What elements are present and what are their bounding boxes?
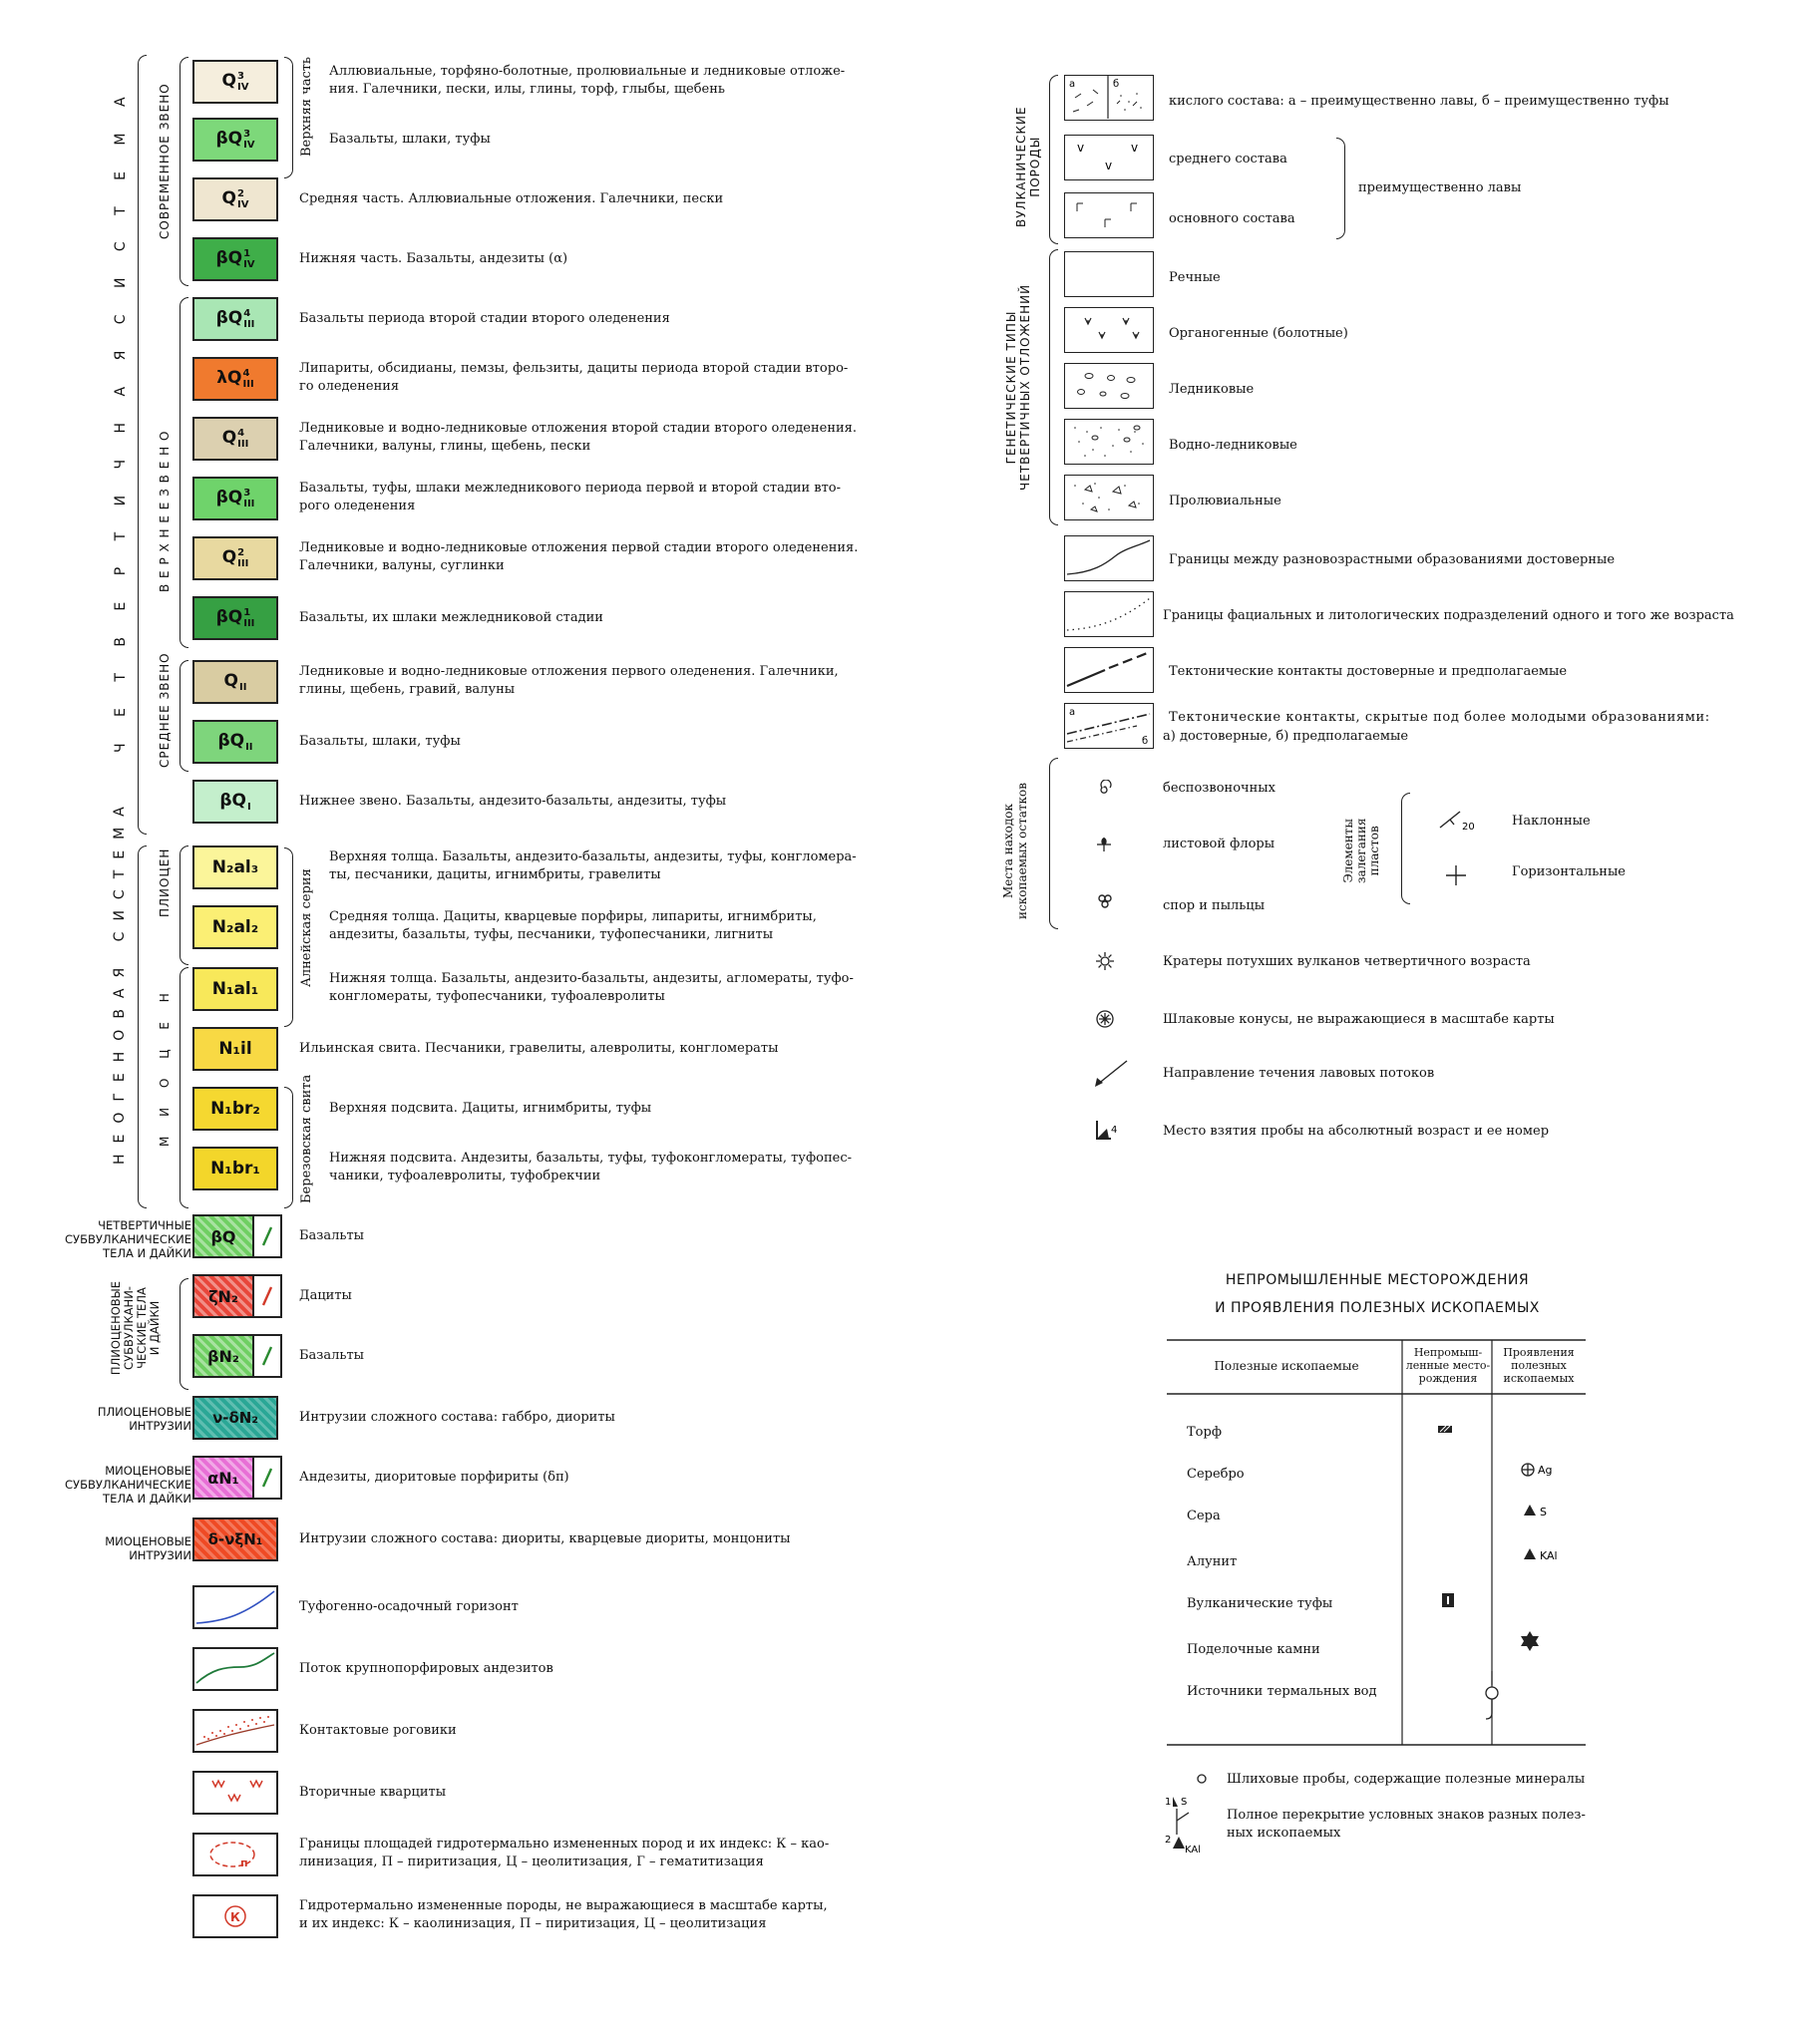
- note-index-1: 1: [1165, 1797, 1172, 1808]
- crater-text: Кратеры потухших вулканов четвертичного возраста: [1163, 954, 1531, 969]
- unit-superscript: 2: [236, 188, 244, 199]
- alney-brace: [284, 847, 293, 1027]
- inclined-bedding-icon: [1436, 808, 1476, 836]
- unit-superscript: [247, 791, 251, 802]
- hidden-contact-a-letter: а: [1069, 707, 1076, 718]
- tuff-horizon-symbol: [192, 1585, 278, 1629]
- unit-symbol-label: [210, 1099, 260, 1119]
- unit-description-line: Базальты, шлаки, туфы: [329, 132, 491, 147]
- unit-symbol-label: [222, 428, 249, 450]
- mineral-name: Сера: [1187, 1509, 1221, 1523]
- intrusive-symbol-box: [192, 1334, 282, 1378]
- intrusive-symbol-box: [192, 1396, 278, 1440]
- intrusive-symbol-label: βQ: [194, 1216, 254, 1256]
- unit-description-line: Базальты, туфы, шлаки межледникового периода первой и второй стадии вто-: [299, 481, 842, 496]
- dike-mark: [254, 1458, 280, 1498]
- unit-symbol-box: [192, 1087, 278, 1131]
- miocene-intrusions-group: МИОЦЕНОВЫЕ ИНТРУЗИИ: [105, 1534, 191, 1562]
- unit-description-line: Галечники, валуны, глины, щебень, пески: [299, 439, 591, 454]
- special-description-line: Вторичные кварциты: [299, 1785, 447, 1800]
- leaf-flora-text: листовой флоры: [1163, 837, 1275, 851]
- unit-symbol-text: N₁br₁: [210, 1159, 260, 1179]
- miocene-label: М И О Ц Е Н: [158, 985, 172, 1147]
- horizontal-bedding-icon: [1444, 863, 1468, 891]
- mineral-name: Источники термальных вод: [1187, 1684, 1377, 1699]
- sulfur-symbol-label: S: [1540, 1506, 1547, 1519]
- unit-description-line: Аллювиальные, торфяно-болотные, пролювиальные и ледниковые отложе-: [329, 64, 846, 79]
- unit-description-line: ты, песчаники, дациты, игнимбриты, гравелиты: [329, 867, 661, 882]
- unit-symbol-text: βQ: [215, 129, 243, 149]
- special-description-line: Гидротермально измененные породы, не выражающиеся в масштабе карты,: [299, 1898, 828, 1913]
- unit-description-line: Базальты периода второй стадии второго оледенения: [299, 311, 670, 326]
- minerals-title: НЕПРОМЫШЛЕННЫЕ МЕСТОРОЖДЕНИЯ И ПРОЯВЛЕНИЯ ПОЛЕЗНЫХ ИСКОПАЕМЫХ: [1215, 1272, 1540, 1316]
- note-index-2: 2: [1165, 1835, 1172, 1846]
- unit-description-line: Средняя часть. Аллювиальные отложения. Галечники, пески: [299, 191, 724, 206]
- intrusive-description: Интрузии сложного состава: диориты, кварцевые диориты, монцониты: [299, 1531, 791, 1546]
- dike-mark: [254, 1276, 280, 1316]
- minerals-col-header-1: Полезные ископаемые: [1214, 1359, 1359, 1373]
- horizontal-bedding-text: Горизонтальные: [1512, 864, 1626, 879]
- facies-boundary-text: Границы фациальных и литологических подразделений одного и того же возраста: [1163, 608, 1734, 623]
- hidden-contact-text-2: а) достоверные, б) предполагаемые: [1163, 729, 1409, 744]
- unit-subscript: III: [243, 499, 255, 509]
- unit-description: [299, 733, 461, 751]
- unit-symbol-text: N₂al₂: [211, 917, 259, 937]
- unit-subscript: III: [237, 439, 249, 450]
- mineral-name: Вулканические туфы: [1187, 1596, 1333, 1611]
- mineral-name: Торф: [1187, 1425, 1222, 1440]
- unit-symbol-box: [192, 905, 278, 949]
- unit-symbol-text: Q: [221, 188, 236, 208]
- mineral-name: Серебро: [1187, 1467, 1245, 1482]
- special-description-line: Поток крупнопорфировых андезитов: [299, 1661, 553, 1676]
- unit-superscript: [239, 671, 246, 682]
- quaternary-system-label: Ч Е Т В Е Р Т И Ч Н А Я С И С Т Е М А: [113, 86, 129, 753]
- pliocene-label: ПЛИОЦЕН: [158, 847, 172, 917]
- leaf-flora-icon: [1095, 836, 1113, 857]
- unit-symbol-text: βQ: [215, 308, 243, 328]
- intrusive-symbol-box: [192, 1456, 282, 1500]
- pliocene-subvolc-group: ПЛИОЦЕНОВЫЕ СУБВУЛКАНИ- ЧЕСКИЕ ТЕЛА И ДАЙКИ: [109, 1280, 162, 1376]
- intrusive-symbol-label: δ-νξN₁: [207, 1530, 263, 1548]
- invertebrate-text: беспозвоночных: [1163, 781, 1275, 796]
- unit-superscript: 2: [237, 547, 245, 558]
- special-symbol-description: [299, 1897, 828, 1933]
- unit-symbol-text: βQ: [215, 607, 243, 627]
- basic-volcanic-symbol: [1064, 192, 1154, 238]
- middle-link-brace: [180, 660, 188, 772]
- quaternary-subvolc-group: ЧЕТВЕРТИЧНЫЕ СУБВУЛКАНИЧЕСКИЕ ТЕЛА И ДАЙКИ: [65, 1218, 191, 1260]
- unit-symbol-text: βQ: [219, 791, 246, 811]
- unit-symbol-label: [217, 731, 252, 753]
- hidden-contact-b-letter: б: [1142, 736, 1149, 747]
- unit-description: [329, 908, 817, 944]
- intrusive-symbol-label: ζN₂: [194, 1276, 254, 1316]
- unit-symbol-box: [192, 720, 278, 764]
- unit-symbol-label: [222, 188, 249, 210]
- upper-link-label: В Е Р Х Н Е Е З В Е Н О: [158, 430, 172, 592]
- inclined-bedding-text: Наклонные: [1512, 814, 1591, 829]
- unit-symbol-text: N₁br₂: [210, 1099, 260, 1119]
- unit-symbol-label: [218, 1039, 251, 1059]
- fluvioglacial-deposit-symbol: [1064, 419, 1154, 465]
- intrusive-symbol-box: [192, 1214, 282, 1258]
- unit-description: [329, 131, 491, 149]
- intrusive-description: Базальты: [299, 1348, 365, 1363]
- unit-symbol-box: [192, 536, 278, 580]
- unit-symbol-text: Q: [221, 547, 237, 567]
- slag-cone-icon: [1095, 1009, 1115, 1033]
- unit-subscript: III: [243, 618, 255, 629]
- unit-symbol-text: Q: [221, 71, 236, 91]
- unit-subscript: III: [242, 379, 254, 390]
- fossils-brace: [1049, 758, 1058, 929]
- acid-volcanic-symbol: [1064, 75, 1154, 121]
- unit-description-line: Ледниковые и водно-ледниковые отложения второй стадии второго оледенения.: [299, 421, 858, 436]
- invertebrate-icon: [1097, 780, 1113, 800]
- unit-description: [329, 970, 854, 1006]
- unit-subscript: I: [246, 802, 251, 813]
- unit-superscript: 4: [243, 308, 251, 319]
- unit-symbol-box: [192, 60, 278, 104]
- unit-description-line: чаники, туфоалевролиты, туфобрекчии: [329, 1169, 601, 1183]
- unit-description: [299, 480, 841, 515]
- unit-description-line: конгломераты, туфопесчаники, туфоалевролиты: [329, 989, 665, 1004]
- minerals-col-header-2: Непромыш- ленные место- рождения: [1405, 1346, 1491, 1385]
- lava-flow-direction-icon: [1093, 1059, 1129, 1093]
- unit-symbol-box: [192, 477, 278, 520]
- miocene-brace: [180, 967, 188, 1208]
- intrusive-description: Дациты: [299, 1288, 352, 1303]
- unit-symbol-box: [192, 177, 278, 221]
- unit-description: [299, 420, 857, 456]
- unit-superscript: 3: [243, 129, 251, 140]
- lava-brace-text: преимущественно лавы: [1358, 180, 1522, 195]
- unit-superscript: 3: [243, 488, 251, 499]
- modern-link-brace: [180, 57, 188, 286]
- unit-symbol-text: N₁il: [218, 1039, 252, 1059]
- unit-description-line: ния. Галечники, пески, илы, глины, торф, глыбы, щебень: [329, 82, 725, 97]
- overlap-symbol-icon: [1165, 1791, 1209, 1864]
- intrusive-description: Андезиты, диоритовые порфириты (δπ): [299, 1470, 569, 1485]
- organic-deposit-symbol: [1064, 307, 1154, 353]
- unit-symbol-box: [192, 297, 278, 341]
- unit-symbol-label: [222, 71, 249, 93]
- unit-symbol-text: Q: [223, 671, 238, 691]
- special-description-line: линизация, П – пиритизация, Ц – цеолитизация, Г – гематитизация: [299, 1855, 764, 1869]
- genetic-type-text: Ледниковые: [1169, 382, 1255, 397]
- unit-subscript: II: [239, 682, 247, 693]
- unit-description-line: андезиты, базальты, туфы, песчаники, туфопесчаники, лигниты: [329, 927, 774, 942]
- unit-description: [329, 848, 857, 884]
- slag-cone-text: Шлаковые конусы, не выражающиеся в масштабе карты: [1163, 1012, 1555, 1027]
- age-sample-icon: [1095, 1119, 1119, 1147]
- unit-symbol-box: [192, 596, 278, 640]
- fossils-group-label: Места находок ископаемых остатков: [1001, 782, 1029, 919]
- intermediate-volcanic-symbol: [1064, 135, 1154, 180]
- intrusive-description: Базальты: [299, 1228, 365, 1243]
- acid-volcanic-text: кислого состава: а – преимущественно лавы, б – преимущественно туфы: [1169, 94, 1669, 109]
- unit-symbol-box: [192, 118, 278, 162]
- unit-description: [329, 1100, 651, 1118]
- unit-symbol-label: [216, 368, 253, 390]
- overlap-text: Полное перекрытие условных знаков разных полез- ных ископаемых: [1227, 1808, 1586, 1841]
- unit-description: [299, 663, 839, 699]
- proluvial-deposit-symbol: [1064, 475, 1154, 520]
- unit-symbol-label: [215, 129, 254, 151]
- middle-link-label: СРЕДНЕЕ ЗВЕНО: [158, 652, 172, 768]
- mineral-name: Алунит: [1187, 1554, 1238, 1569]
- upper-part-label: Верхняя часть: [299, 57, 314, 157]
- note-alunite-label: KAl: [1185, 1845, 1202, 1856]
- svg-text:v: v: [1131, 141, 1139, 155]
- unit-symbol-label: [216, 488, 255, 509]
- unit-symbol-label: [216, 308, 255, 330]
- contact-hornfels-symbol: [192, 1709, 278, 1753]
- unit-superscript: 3: [236, 71, 244, 82]
- unit-subscript: III: [237, 558, 249, 569]
- unit-description: [299, 250, 567, 268]
- crater-icon: [1095, 951, 1115, 975]
- facies-boundary-symbol: [1064, 591, 1154, 637]
- intrusive-description: Интрузии сложного состава: габбро, диориты: [299, 1410, 615, 1425]
- pliocene-intrusions-group: ПЛИОЦЕНОВЫЕ ИНТРУЗИИ: [97, 1405, 191, 1433]
- unit-description-line: Ледниковые и водно-ледниковые отложения первой стадии второго оледенения.: [299, 540, 859, 555]
- intrusive-symbol-label: βN₂: [194, 1336, 254, 1376]
- basic-volcanic-text: основного состава: [1169, 211, 1295, 226]
- unit-superscript: 1: [243, 607, 251, 618]
- unit-description-line: Базальты, шлаки, туфы: [299, 734, 461, 749]
- unit-description: [299, 360, 848, 396]
- intermediate-volcanic-text: среднего состава: [1169, 152, 1287, 167]
- quaternary-brace: [138, 55, 147, 835]
- upper-part-brace: [284, 57, 293, 178]
- bedding-brace: [1401, 793, 1410, 904]
- special-symbol-description: [299, 1660, 553, 1678]
- unit-description-line: Базальты, их шлаки межледниковой стадии: [299, 610, 603, 625]
- age-boundary-symbol: [1064, 535, 1154, 581]
- glacial-deposit-symbol: [1064, 363, 1154, 409]
- unit-symbol-box: [192, 1147, 278, 1190]
- intrusive-symbol-box: [192, 1274, 282, 1318]
- unit-subscript: IV: [236, 82, 249, 93]
- unit-subscript: IV: [243, 140, 255, 151]
- unit-description-line: Липариты, обсидианы, пемзы, фельзиты, дациты периода второй стадии второ-: [299, 361, 849, 376]
- dike-mark: [254, 1336, 280, 1376]
- unit-superscript: 1: [243, 248, 251, 259]
- unit-description: [299, 1040, 778, 1058]
- special-symbol-description: [299, 1784, 446, 1802]
- unit-symbol-box: [192, 417, 278, 461]
- unit-description: [299, 310, 670, 328]
- unit-symbol-label: [224, 671, 247, 693]
- unit-symbol-box: [192, 660, 278, 704]
- unit-description-line: Нижняя часть. Базальты, андезиты (α): [299, 251, 568, 266]
- andesite-flow-symbol: [192, 1647, 278, 1691]
- unit-superscript: [245, 731, 252, 742]
- pliocene-brace: [180, 845, 188, 965]
- lava-flow-text: Направление течения лавовых потоков: [1163, 1066, 1435, 1081]
- unit-description: [299, 609, 603, 627]
- unit-symbol-label: [215, 248, 254, 270]
- sample-number: 4: [1111, 1125, 1118, 1136]
- genetic-type-text: Речные: [1169, 270, 1221, 285]
- unit-symbol-text: Q: [221, 428, 237, 448]
- svg-text:v: v: [1105, 159, 1113, 172]
- genetic-brace: [1049, 249, 1058, 525]
- special-description-line: и их индекс: К – каолинизация, П – пиритизация, Ц – цеолитизация: [299, 1916, 767, 1931]
- special-description-line: Границы площадей гидротермально измененных пород и их индекс: К – као-: [299, 1837, 830, 1852]
- unit-description-line: глины, щебень, гравий, валуны: [299, 682, 516, 697]
- age-boundary-text: Границы между разновозрастными образованиями достоверные: [1169, 552, 1616, 567]
- genetic-group-label: ГЕНЕТИЧЕСКИЕ ТИПЫ ЧЕТВЕРТИЧНЫХ ОТЛОЖЕНИЙ: [1004, 283, 1032, 491]
- unit-symbol-box: [192, 357, 278, 401]
- unit-symbol-box: [192, 1027, 278, 1071]
- unit-description-line: рого оледенения: [299, 499, 416, 513]
- unit-description-line: Нижняя подсвита. Андезиты, базальты, туфы, туфоконгломераты, туфопес-: [329, 1151, 852, 1166]
- genetic-type-text: Органогенные (болотные): [1169, 326, 1348, 341]
- special-symbol-description: [299, 1598, 519, 1616]
- intrusive-symbol-label: ν-δN₂: [212, 1409, 258, 1427]
- unit-symbol-box: [192, 967, 278, 1011]
- unit-description: [329, 63, 845, 99]
- unit-description-line: го оледенения: [299, 379, 400, 394]
- special-description-line: Туфогенно-осадочный горизонт: [299, 1599, 519, 1614]
- unit-description-line: Галечники, валуны, суглинки: [299, 558, 505, 573]
- special-description-line: Контактовые роговики: [299, 1723, 457, 1738]
- hydrothermal-point-symbol: [192, 1894, 278, 1938]
- unit-description: [299, 539, 858, 575]
- unit-symbol-text: βQ: [215, 248, 243, 268]
- svg-text:п: п: [240, 1856, 248, 1869]
- unit-symbol-box: [192, 845, 278, 889]
- unit-symbol-text: βQ: [215, 488, 243, 507]
- note-sulfur-label: S: [1181, 1797, 1188, 1808]
- unit-superscript: 4: [242, 368, 250, 379]
- unit-subscript: IV: [243, 259, 255, 270]
- variant-b-letter: б: [1113, 79, 1120, 90]
- unit-description-line: Верхняя толща. Базальты, андезито-базальты, андезиты, туфы, конгломера-: [329, 849, 857, 864]
- special-symbol-description: [299, 1722, 457, 1740]
- schlich-sample-text: Шлиховые пробы, содержащие полезные минералы: [1227, 1772, 1586, 1787]
- unit-symbol-label: [210, 1159, 260, 1179]
- berez-brace: [284, 1087, 293, 1208]
- lava-brace: [1336, 138, 1345, 239]
- neogene-brace: [138, 845, 147, 1208]
- unit-subscript: IV: [236, 199, 249, 210]
- unit-symbol-label: [212, 917, 258, 937]
- schlich-sample-icon: [1195, 1771, 1209, 1790]
- secondary-quartzite-symbol: [192, 1771, 278, 1815]
- unit-description: [329, 1150, 852, 1185]
- hidden-contact-text: Тектонические контакты, скрытые под более молодыми образованиями:: [1169, 710, 1710, 725]
- alunite-symbol-label: KAl: [1540, 1549, 1558, 1562]
- minerals-col-header-3: Проявления полезных ископаемых: [1503, 1346, 1575, 1385]
- hidden-tectonic-contact-symbol: [1064, 703, 1154, 749]
- unit-symbol-label: [212, 857, 258, 877]
- mineral-name: Поделочные камни: [1187, 1642, 1320, 1657]
- alney-series-label: Алнейская серия: [299, 868, 314, 987]
- special-symbol-description: [299, 1836, 829, 1871]
- spore-pollen-icon: [1097, 893, 1113, 913]
- age-sample-text: Место взятия пробы на абсолютный возраст и ее номер: [1163, 1124, 1550, 1139]
- genetic-type-text: Водно-ледниковые: [1169, 438, 1297, 453]
- svg-text:v: v: [1077, 141, 1085, 155]
- modern-link-label: СОВРЕМЕННОЕ ЗВЕНО: [158, 83, 172, 239]
- unit-symbol-label: [216, 607, 255, 629]
- berez-suite-label: Березовская свита: [299, 1074, 314, 1203]
- unit-symbol-text: N₂al₃: [211, 857, 259, 877]
- dip-angle-value: 20: [1462, 822, 1475, 832]
- volcanic-brace: [1049, 75, 1058, 244]
- hydrothermal-area-symbol: [192, 1833, 278, 1876]
- unit-description: [299, 190, 723, 208]
- unit-symbol-label: [219, 791, 250, 813]
- unit-subscript: II: [245, 742, 253, 753]
- unit-symbol-text: N₁al₁: [211, 979, 259, 999]
- unit-description-line: Нижнее звено. Базальты, андезито-базальты, андезиты, туфы: [299, 794, 727, 809]
- intrusive-symbol-box: [192, 1518, 278, 1561]
- silver-symbol-label: Ag: [1538, 1464, 1553, 1477]
- unit-symbol-label: [222, 547, 249, 569]
- unit-superscript: 4: [237, 428, 245, 439]
- unit-description-line: Ильинская свита. Песчаники, гравелиты, алевролиты, конгломераты: [299, 1041, 779, 1056]
- volcanic-group-label: ВУЛКАНИЧЕСКИЕ ПОРОДЫ: [1014, 106, 1042, 227]
- unit-symbol-box: [192, 780, 278, 824]
- unit-description-line: Верхняя подсвита. Дациты, игнимбриты, туфы: [329, 1101, 652, 1116]
- unit-symbol-label: [212, 979, 258, 999]
- intrusive-symbol-label: αN₁: [194, 1458, 254, 1498]
- tectonic-contact-symbol: [1064, 647, 1154, 693]
- unit-description: [299, 793, 726, 811]
- unit-description-line: Средняя толща. Дациты, кварцевые порфиры, липариты, игнимбриты,: [329, 909, 817, 924]
- pliocene-subvolc-brace: [180, 1278, 188, 1390]
- unit-description-line: Нижняя толща. Базальты, андезито-базальты, андезиты, агломераты, туфо-: [329, 971, 854, 986]
- unit-symbol-box: [192, 237, 278, 281]
- variant-a-letter: а: [1069, 79, 1076, 90]
- neogene-system-label: НЕОГЕНОВАЯ СИСТЕМА: [112, 796, 128, 1165]
- dike-mark: [254, 1216, 280, 1256]
- river-deposit-symbol: [1064, 251, 1154, 297]
- miocene-subvolc-group: МИОЦЕНОВЫЕ СУБВУЛКАНИЧЕСКИЕ ТЕЛА И ДАЙКИ: [65, 1464, 191, 1506]
- kaolin-letter: К: [230, 1910, 240, 1924]
- unit-symbol-text: λQ: [216, 368, 242, 388]
- genetic-type-text: Пролювиальные: [1169, 494, 1281, 508]
- bedding-group-label: Элементы залегания пластов: [1341, 818, 1381, 883]
- spore-pollen-text: спор и пыльцы: [1163, 898, 1266, 913]
- upper-link-brace: [180, 297, 188, 648]
- unit-symbol-text: βQ: [217, 731, 245, 751]
- unit-description-line: Ледниковые и водно-ледниковые отложения первого оледенения. Галечники,: [299, 664, 839, 679]
- unit-subscript: III: [243, 319, 255, 330]
- tectonic-contact-text: Тектонические контакты достоверные и предполагаемые: [1169, 664, 1568, 679]
